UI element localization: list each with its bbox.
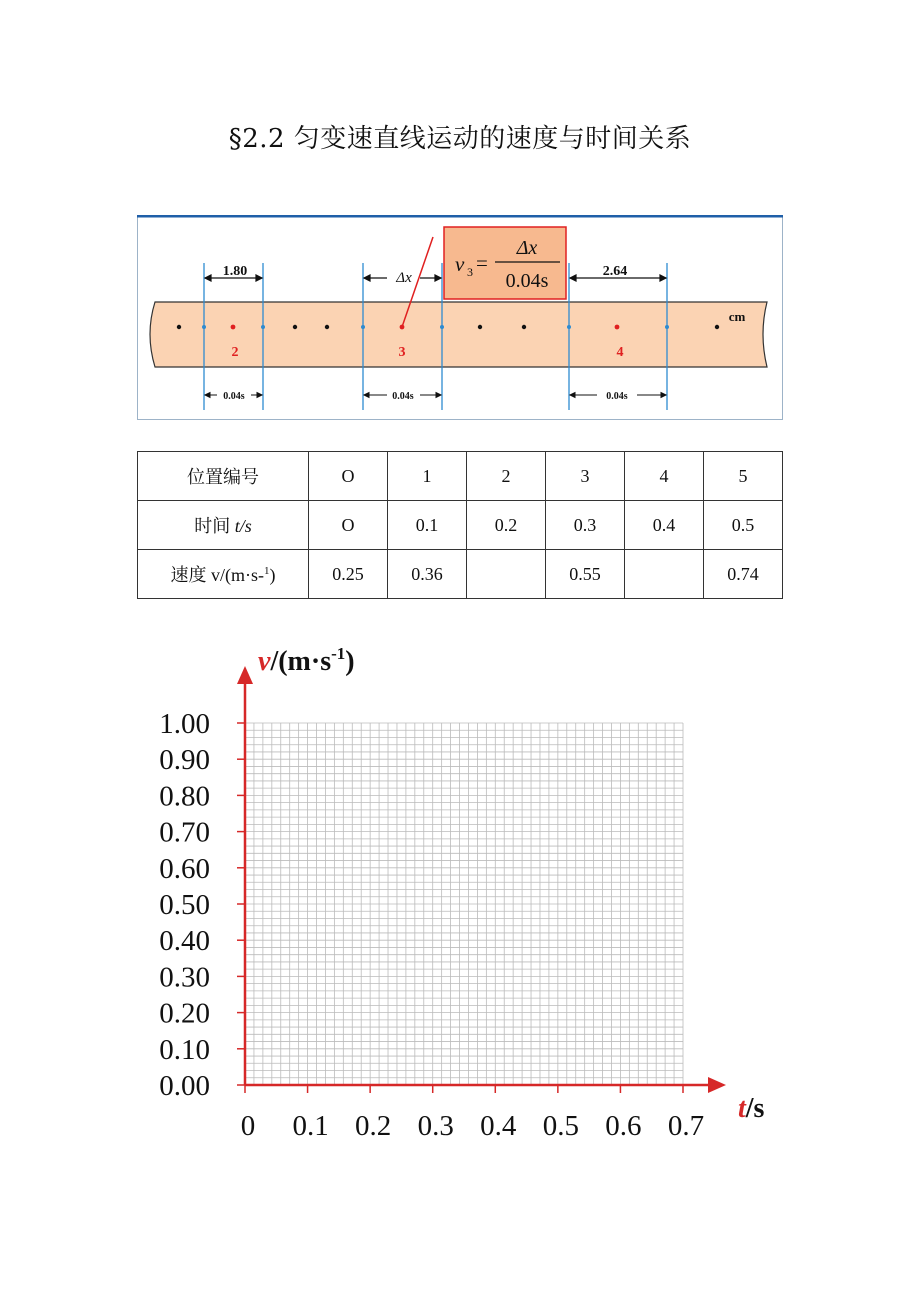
table-cell: 2 [467,452,546,501]
point-label-2: 2 [231,345,239,360]
table-cell: 0.1 [388,501,467,550]
table-cell: O [309,452,388,501]
paper-tape-figure [137,215,783,420]
y-axis-label: $v/(m\cdot s^{-1})$ [258,644,355,677]
table-cell: O [309,501,388,550]
x-tick-label: 0.2 [355,1110,392,1142]
data-table [137,451,783,599]
x-tick-label: 0.4 [480,1110,517,1142]
x-tick-label: 0.6 [605,1110,642,1142]
y-tick-label: 0.60 [159,852,210,885]
table-row [138,501,783,550]
row-header-text: 时间 [194,516,235,536]
y-tick-label: 0.30 [159,961,210,994]
y-tick-label: 0.20 [159,997,210,1030]
tape-point-4 [615,325,620,330]
y-tick-label: 0.10 [159,1033,210,1066]
delta-x-label: Δx [396,270,412,286]
table-cell: 0.74 [704,550,783,599]
right-distance-label: 2.64 [602,264,628,279]
y-axis-arrow [237,666,253,684]
table-row [138,550,783,599]
table-cell: 0.5 [704,501,783,550]
point-label-3: 3 [398,345,406,360]
table-cell [467,550,546,599]
x-tick-label: 0.7 [667,1110,705,1142]
table-cell: 0.25 [309,550,388,599]
row-header: 位置编号 [138,452,309,501]
row-header-end: ) [269,565,276,585]
y-tick-label: 0.80 [159,780,210,813]
table-cell: 4 [625,452,704,501]
y-tick-label: 0.50 [159,889,210,921]
table-row [138,452,783,501]
row-header [138,550,309,599]
vt-graph [130,630,790,1150]
table-cell: 0.2 [467,501,546,550]
page-title: §2.2 匀变速直线运动的速度与时间关系 [228,124,692,154]
x-tick-label: 0 [240,1110,256,1142]
table-cell: 1 [388,452,467,501]
y-tick-label: 0.70 [159,816,210,849]
x-tick-label: 0.5 [542,1110,579,1142]
table-cell [625,550,704,599]
tape-dot [715,325,719,329]
row-header [138,501,309,550]
formula-equals: = [476,251,488,275]
table-cell: 0.4 [625,501,704,550]
x-tick-label: 0.1 [292,1110,329,1142]
point-label-4: 4 [616,345,624,360]
x-tick-labels [241,1110,704,1142]
y-tick-label: 0.40 [159,925,210,958]
table-cell: 0.3 [546,501,625,550]
x-tick-label: 0.3 [417,1110,454,1142]
x-axis-label: t/s [738,1093,765,1124]
interval-label: 0.04s [606,391,628,402]
grid [245,723,683,1085]
table-cell: 3 [546,452,625,501]
interval-label: 0.04s [392,391,414,402]
interval-label: 0.04s [223,391,245,402]
y-tick-label: 0.00 [159,1070,210,1102]
formula-v: v [455,252,465,276]
tape-dot [522,325,526,329]
table-cell: 5 [704,452,783,501]
formula-subscript: 3 [467,265,473,279]
y-tick-labels [159,708,210,1102]
formula-denominator: 0.04s [505,270,549,292]
table-cell: 0.36 [388,550,467,599]
row-header-sup: 1 [264,565,270,577]
tape-dot [177,325,181,329]
y-tick-label: 0.90 [159,744,210,777]
tape-dot [293,325,297,329]
tape-dot [478,325,482,329]
y-tick-label: 1.00 [159,708,210,740]
formula-numerator: Δx [516,237,538,259]
table-cell: 0.55 [546,550,625,599]
x-axis-arrow [708,1077,726,1093]
row-header-text: 速度 v/(m·s- [170,565,264,585]
axis-ticks [237,723,683,1093]
left-distance-label: 1.80 [222,264,248,279]
tape-dot [325,325,329,329]
row-header-unit: t/s [234,516,252,536]
unit-label: cm [728,309,746,324]
tape-strip [150,302,767,367]
tape-point-2 [231,325,236,330]
